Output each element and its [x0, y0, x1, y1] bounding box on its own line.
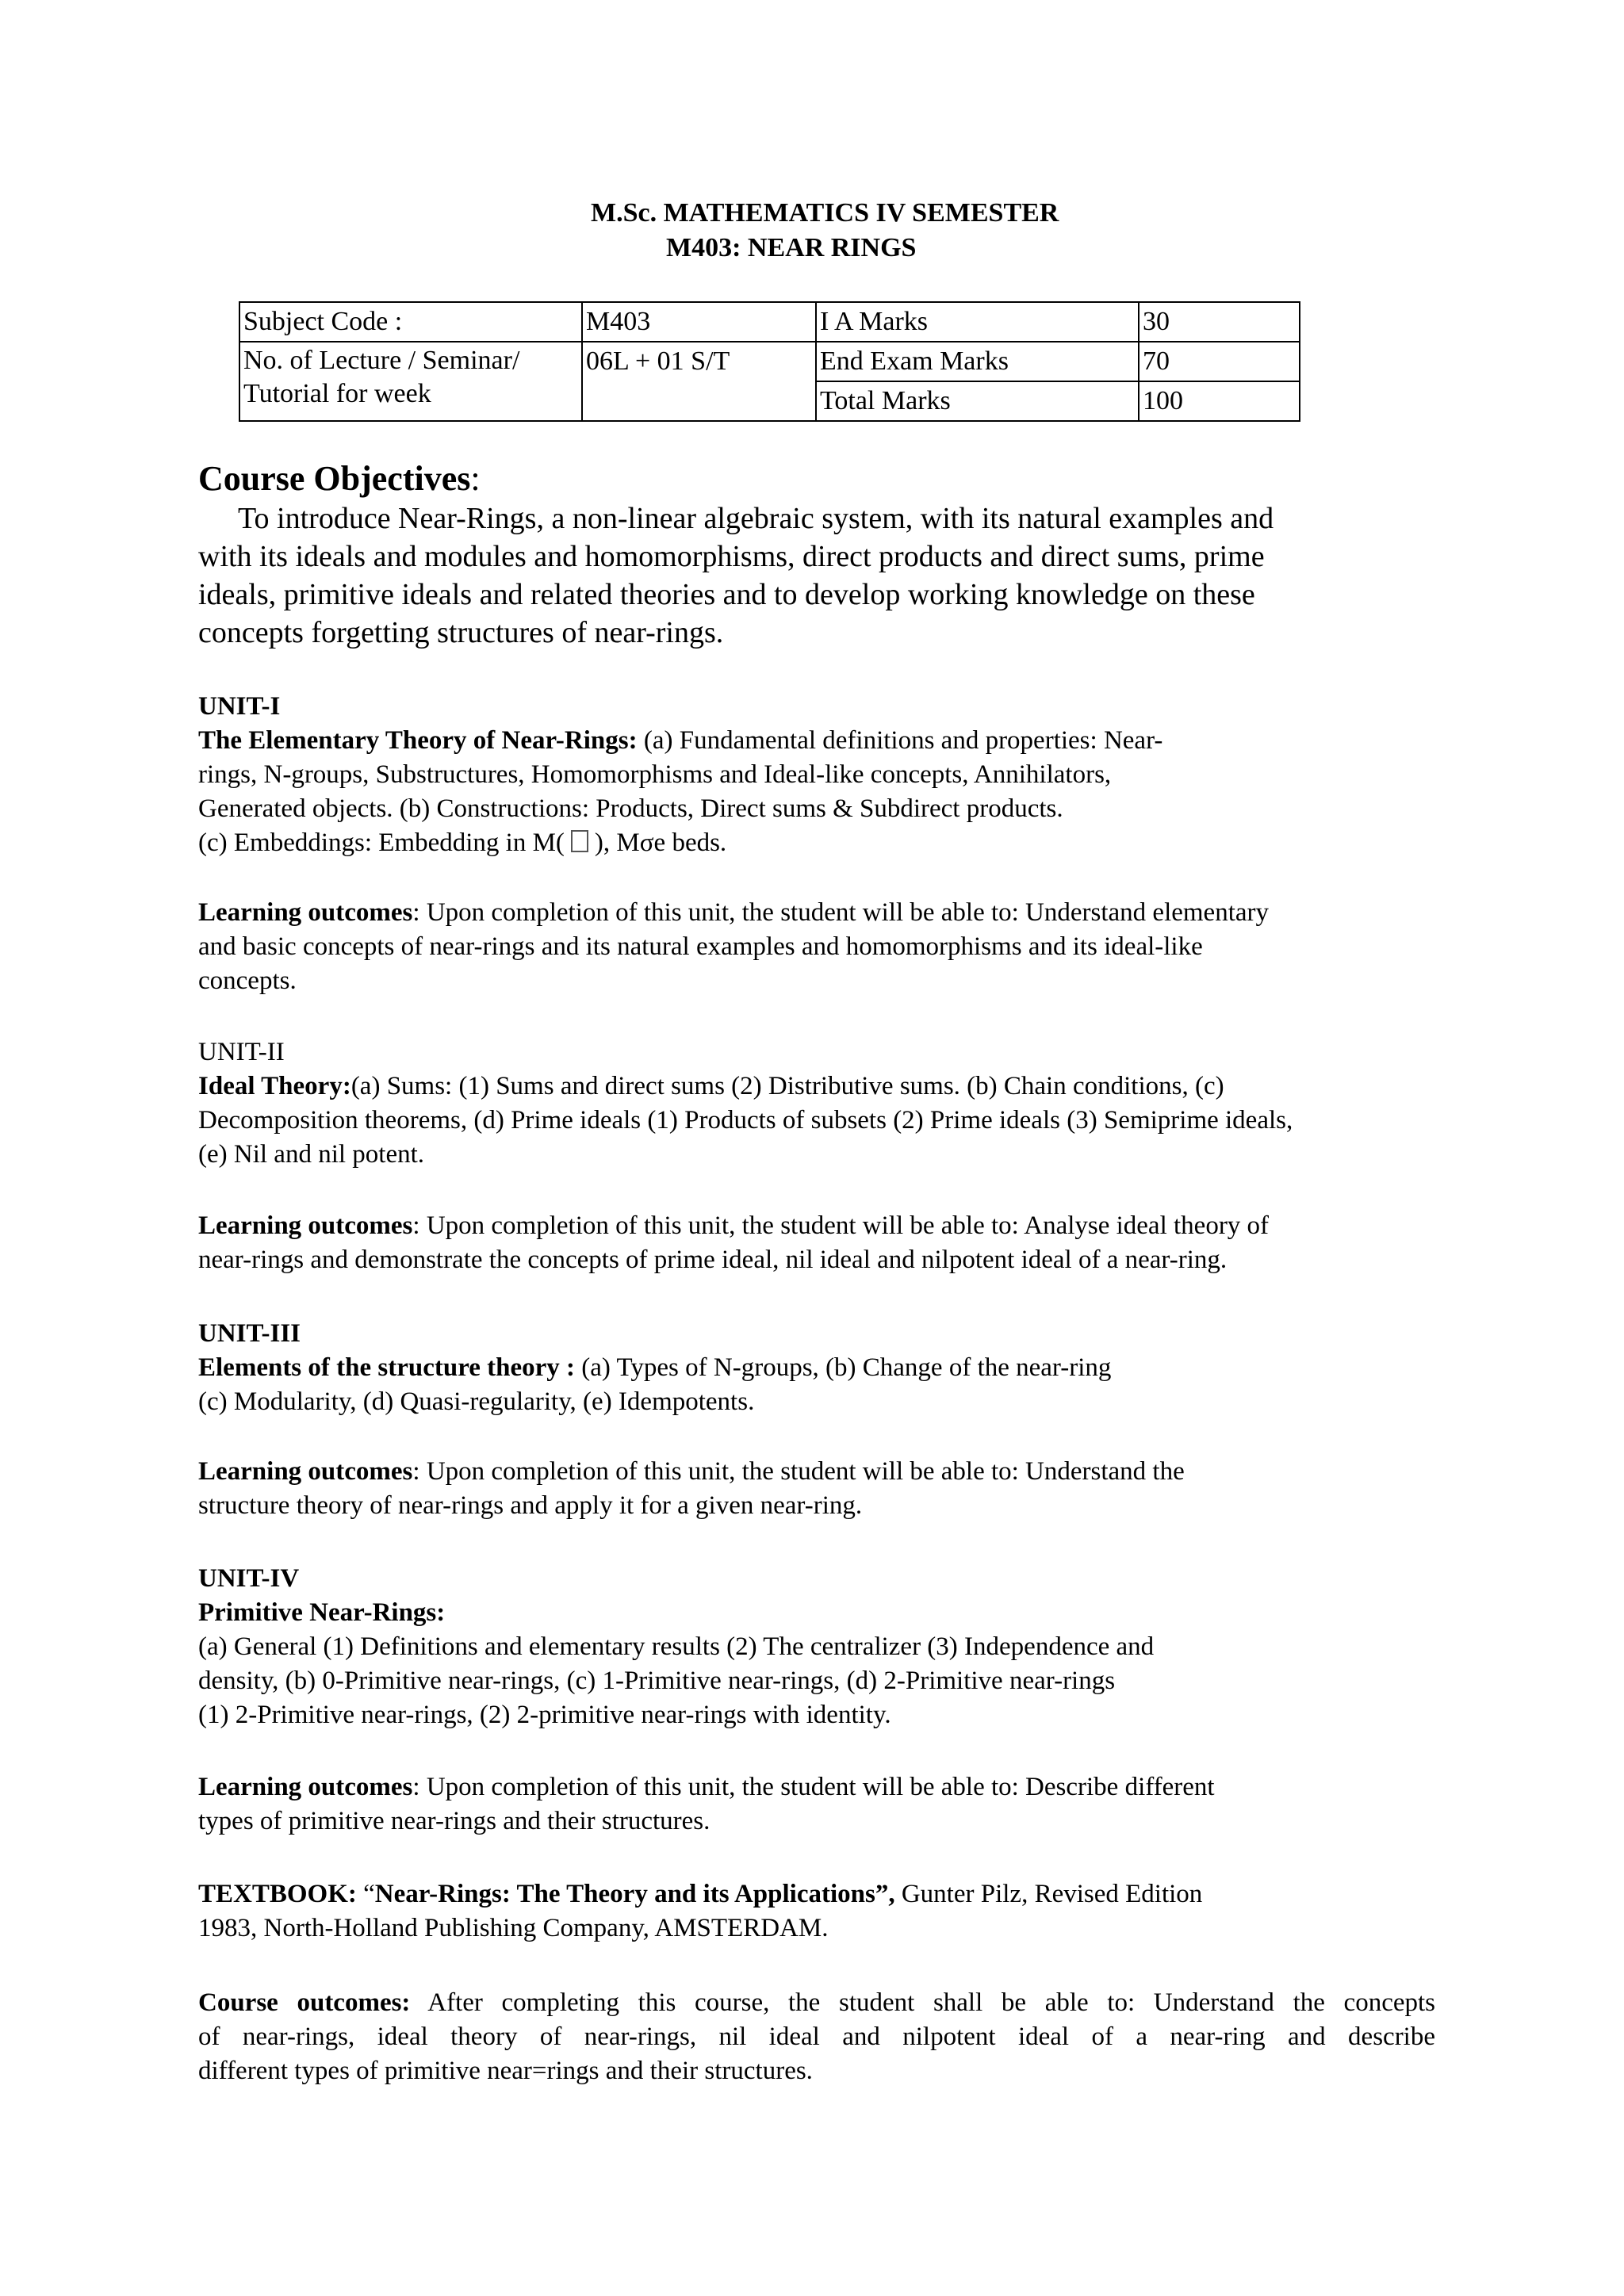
unit-1-learning-outcomes	[198, 896, 1467, 998]
lo-text: : Upon completion of this unit, the student will be able to: Understand the	[412, 1457, 1185, 1486]
unit-2-line: Decomposition theorems, (d) Prime ideals (1) Products of subsets (2) Prime ideals (3) Semiprime ideals,	[198, 1106, 1293, 1135]
unit-1-heading: UNIT-I	[198, 692, 281, 721]
unit-3-learning-outcomes	[198, 1455, 1467, 1523]
unit-2-title: Ideal Theory:	[198, 1072, 351, 1100]
lo-line	[198, 1209, 1467, 1243]
objectives-line: ideals, primitive ideals and related theories and to develop working knowledge on these	[198, 578, 1255, 611]
textbook-quote: “	[363, 1880, 375, 1908]
unit-4-heading: UNIT-IV	[198, 1564, 300, 1593]
objectives-heading-text: Course Objectives	[198, 459, 471, 498]
lo-label: Learning outcomes	[198, 1773, 413, 1801]
lo-text: : Upon completion of this unit, the student will be able to: Describe different	[412, 1773, 1215, 1801]
course-info-table	[239, 301, 1300, 422]
textbook-text: Gunter Pilz, Revised Edition	[894, 1880, 1203, 1908]
lo-line	[198, 1455, 1467, 1489]
objectives-text	[198, 499, 1435, 652]
program-title: M.Sc. MATHEMATICS IV SEMESTER	[591, 198, 1059, 228]
textbook-title: Near-Rings: The Theory and its Applications”,	[374, 1880, 895, 1908]
objectives-line: To introduce Near-Rings, a non-linear algebraic system, with its natural examples and	[238, 502, 1274, 535]
lo-line: near-rings and demonstrate the concepts of prime ideal, nil ideal and nilpotent ideal of a near-ring.	[198, 1246, 1228, 1274]
course-outcomes-section	[198, 1986, 1467, 2088]
outcomes-text: After completing this course, the student shall be able to: Understand the concepts	[410, 1988, 1436, 2017]
table-row	[239, 342, 1300, 381]
unit-1-text: ), Mσe beds.	[594, 828, 727, 857]
unit-1-text: (a) Fundamental definitions and properties: Near-	[637, 726, 1163, 755]
unit-2-heading: UNIT-II	[198, 1038, 285, 1066]
unit-1-title: The Elementary Theory of Near-Rings:	[198, 726, 638, 755]
outcomes-line	[198, 1986, 1435, 2020]
lo-label: Learning outcomes	[198, 898, 413, 927]
lo-line: concepts.	[198, 966, 297, 995]
lecture-label	[239, 342, 582, 421]
unit-4-line: (1) 2-Primitive near-rings, (2) 2-primitive near-rings with identity.	[198, 1701, 891, 1729]
unit-3-text: (a) Types of N-groups, (b) Change of the near-ring	[575, 1353, 1112, 1382]
lecture-value: 06L + 01 S/T	[582, 342, 816, 421]
table-row	[239, 302, 1300, 342]
lo-text: : Upon completion of this unit, the student will be able to: Analyse ideal theory of	[412, 1211, 1270, 1240]
unit-1-text: (c) Embeddings: Embedding in M(	[198, 828, 565, 857]
course-title: M403: NEAR RINGS	[666, 233, 917, 262]
unit-2-line: (e) Nil and nil potent.	[198, 1140, 425, 1169]
total-marks-label: Total Marks	[816, 381, 1139, 421]
unit-1-section	[198, 690, 1467, 860]
end-exam-value: 70	[1139, 342, 1300, 381]
ia-marks-value: 30	[1139, 302, 1300, 342]
ia-marks-label: I A Marks	[816, 302, 1139, 342]
unit-2-line	[198, 1070, 1467, 1104]
textbook-line	[198, 1877, 1467, 1911]
missing-glyph-icon	[571, 830, 588, 852]
subject-code-value: M403	[582, 302, 816, 342]
unit-3-line	[198, 1351, 1467, 1385]
outcomes-line: of near-rings, ideal theory of near-rings, nil ideal and nilpotent ideal of a near-ring and describe	[198, 2022, 1435, 2051]
textbook-label: TEXTBOOK:	[198, 1880, 364, 1908]
unit-3-line: (c) Modularity, (d) Quasi-regularity, (e) Idempotents.	[198, 1387, 755, 1416]
unit-1-line	[198, 724, 1467, 758]
lecture-label-line-1: No. of Lecture / Seminar/	[243, 346, 520, 375]
outcomes-label: Course outcomes:	[198, 1988, 411, 2017]
objectives-heading	[198, 458, 481, 499]
unit-3-section	[198, 1317, 1467, 1419]
lo-line: types of primitive near-rings and their structures.	[198, 1807, 710, 1835]
unit-2-learning-outcomes	[198, 1209, 1467, 1277]
unit-4-line: (a) General (1) Definitions and elementary results (2) The centralizer (3) Independence and	[198, 1632, 1155, 1661]
unit-1-line	[198, 826, 1467, 860]
textbook-line: 1983, North-Holland Publishing Company, AMSTERDAM.	[198, 1914, 829, 1942]
unit-1-line: Generated objects. (b) Constructions: Products, Direct sums & Subdirect products.	[198, 794, 1063, 823]
lo-label: Learning outcomes	[198, 1211, 413, 1240]
unit-2-text: (a) Sums: (1) Sums and direct sums (2) Distributive sums. (b) Chain conditions, (c)	[350, 1072, 1224, 1100]
subject-code-label: Subject Code :	[239, 302, 582, 342]
unit-4-learning-outcomes	[198, 1770, 1467, 1839]
unit-4-section	[198, 1562, 1467, 1732]
unit-4-line: density, (b) 0-Primitive near-rings, (c) 1-Primitive near-rings, (d) 2-Primitive near-rings	[198, 1667, 1116, 1695]
lo-label: Learning outcomes	[198, 1457, 413, 1486]
outcomes-line: different types of primitive near=rings and their structures.	[198, 2057, 813, 2085]
unit-2-section	[198, 1035, 1467, 1172]
unit-4-title: Primitive Near-Rings:	[198, 1598, 446, 1627]
lo-line: and basic concepts of near-rings and its natural examples and homomorphisms and its ideal-like	[198, 932, 1203, 961]
end-exam-label: End Exam Marks	[816, 342, 1139, 381]
lecture-label-line-2: Tutorial for week	[243, 379, 431, 408]
objectives-line: with its ideals and modules and homomorphisms, direct products and direct sums, prime	[198, 540, 1265, 573]
lo-line: structure theory of near-rings and apply it for a given near-ring.	[198, 1491, 863, 1520]
lo-line	[198, 896, 1467, 930]
lo-line	[198, 1770, 1467, 1804]
unit-3-title: Elements of the structure theory :	[198, 1353, 576, 1382]
total-marks-value: 100	[1139, 381, 1300, 421]
textbook-section	[198, 1877, 1467, 1946]
unit-1-line: rings, N-groups, Substructures, Homomorphisms and Ideal-like concepts, Annihilators,	[198, 760, 1112, 789]
objectives-heading-colon: :	[470, 459, 481, 498]
objectives-line: concepts forgetting structures of near-rings.	[198, 616, 724, 649]
unit-3-heading: UNIT-III	[198, 1319, 301, 1348]
lo-text: : Upon completion of this unit, the student will be able to: Understand elementary	[412, 898, 1270, 927]
